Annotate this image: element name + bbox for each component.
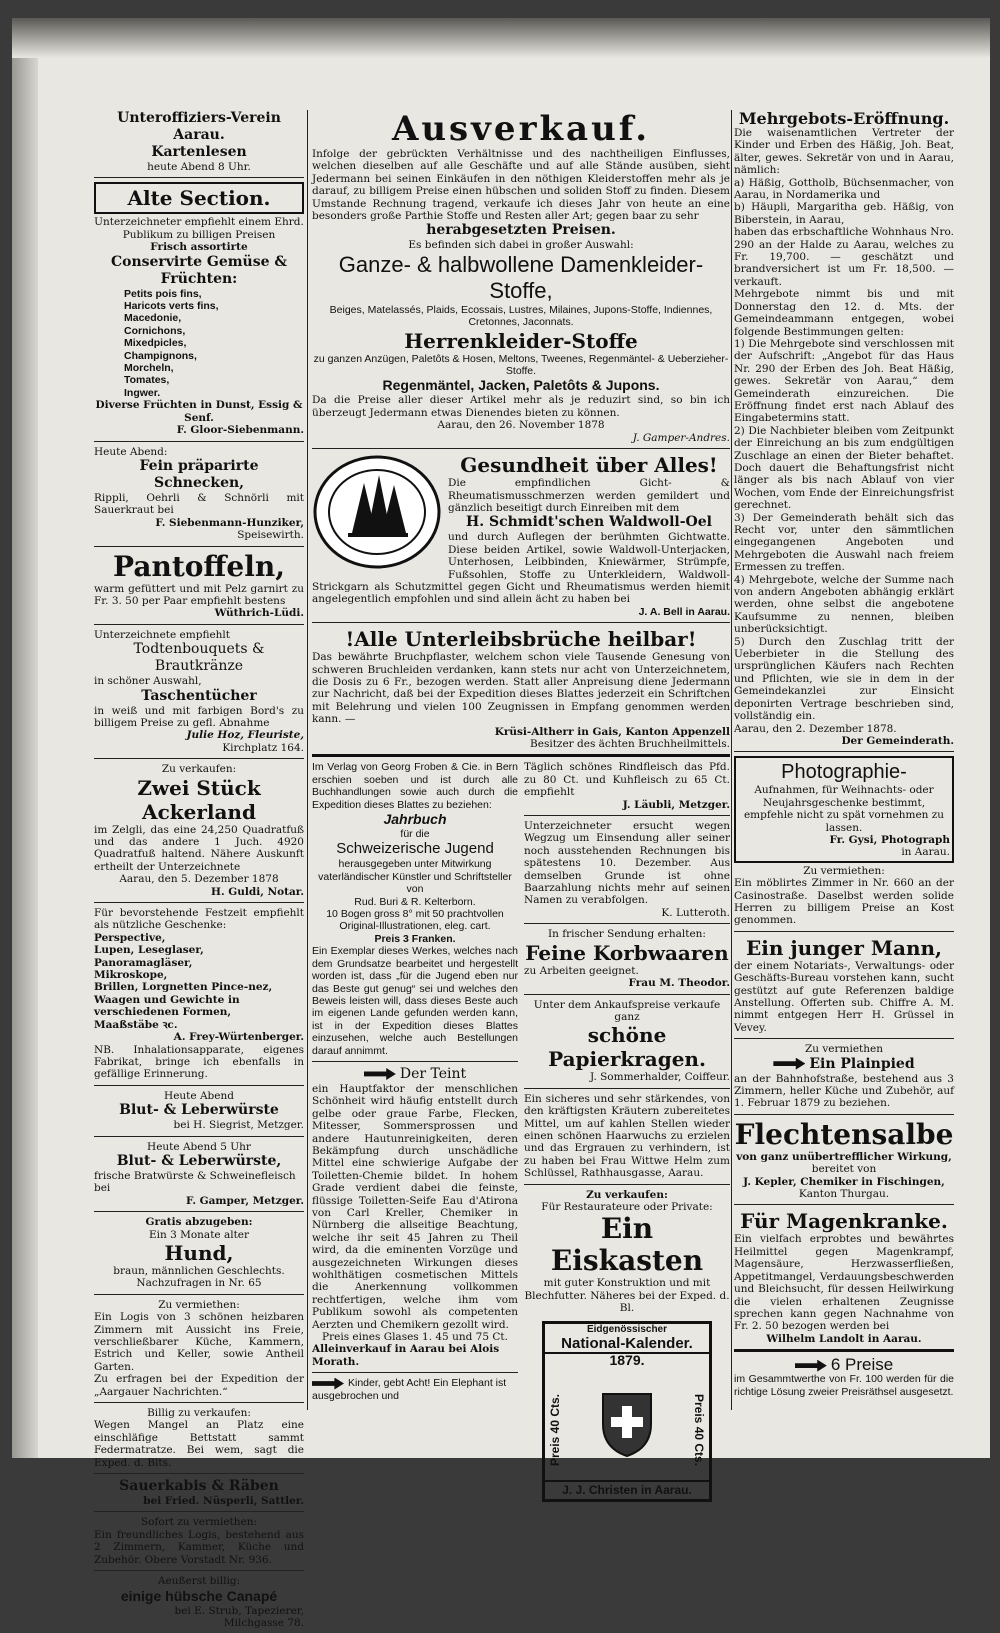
ad-signature: Der Gemeinderath. <box>841 734 954 747</box>
column-middle <box>312 110 730 1508</box>
ad-title: Für Magenkranke. <box>740 1209 948 1234</box>
ad-flechtensalbe <box>734 1119 954 1201</box>
ad-text: Ein freundliches Logis, bestehend aus 2 Zimmern, Kammer, Küche und Zubehör. Obere Vorstadt Nr. 936. <box>94 1528 304 1566</box>
ad-title: schöne Papierkragen. <box>548 1023 706 1072</box>
ad-title: !Alle Unterleibsbrüche heilbar! <box>345 627 697 652</box>
ad-heading: Regenmäntel, Jacken, Paletôts & Jupons. <box>382 377 660 394</box>
ad-title: Ein Eiskasten <box>550 1212 704 1278</box>
ad-title: Der Teint <box>399 1065 467 1082</box>
ad-title: Schweizerische Jugend <box>336 840 494 858</box>
ad-price: Preis 3 Franken. <box>374 932 456 945</box>
ad-text: von <box>406 883 424 896</box>
ad-text: Diverse Früchten in Dunst, Essig & Senf. <box>95 399 303 424</box>
ad-optik <box>94 907 304 1081</box>
ad-text: für die <box>400 828 430 841</box>
ad-intro: Gratis abzugeben: <box>145 1216 253 1229</box>
ad-text: 10 Bogen gross 8° mit 50 prachtvollen Original-Illustrationen, eleg. cart. <box>326 908 504 933</box>
ad-title: Alte Section. <box>94 182 304 214</box>
binding-edge <box>12 18 38 1458</box>
list-item: Waagen und Gewichte in verschiedenen Formen, <box>94 993 240 1019</box>
ad-blutwurst-1 <box>94 1090 304 1132</box>
ad-signature: A. Frey-Würtenberger. <box>173 1031 304 1044</box>
ad-text: Die empfindlichen Gicht- & Rheumatismusschmerzen werden gemildert und gänzlich beseitigt durch Einreiben mit dem <box>448 477 730 514</box>
ad-signature: Krüsi-Altherr in Gais, Kanton Appenzell <box>494 725 730 738</box>
ad-title: National-Kalender. <box>545 1336 709 1354</box>
ad-signature: J. Kepler, Chemiker in Fischingen, <box>743 1175 945 1188</box>
ad-title: Zwei Stück Ackerland <box>137 775 261 824</box>
ad-signature: K. Lutteroth. <box>661 906 730 919</box>
ad-title-row <box>312 1066 518 1083</box>
ad-intro: Billig zu verkaufen: <box>147 1407 251 1420</box>
ad-text: Das bewährte Bruchpflaster, welchem schon viele Tausende Genesung von schweren Bruchleiden verdanken, kann stets nur acht von Unterzeichnetem, die Dosis zu 6 Fr., bezogen werden. Statt aller Anpreisung diene Jedermann zur Nachricht, daß bei der Expedition dieses Blattes jederzeit ein Schriftchen mit Belehrung und vielen 100 Zeugnissen in Empfang genommen werden kann. — <box>312 651 730 726</box>
ad-title: Pantoffeln, <box>113 549 285 583</box>
column-rule-2 <box>731 110 732 1410</box>
list-item: Petits pois fins, <box>124 287 202 300</box>
ad-title: Feine Korbwaaren <box>525 940 729 965</box>
list-item: 3) Der Gemeinderath behält sich das Recht vor, unter den sämmtlichen eingegangenen Angeboten und Mehrgeboten die Auswahl nach freiem Ermessen zu treffen. <box>734 511 954 574</box>
ad-date: Aarau, den 2. Dezember 1878. <box>734 722 897 735</box>
ad-heading: Herrenkleider-Stoffe <box>404 328 638 353</box>
ad-signature: Julie Hoz, Fleuriste, <box>186 729 304 742</box>
ad-text: und durch Auflegen der berühmten Gichtwatte. Diese beiden Artikel, sowie Waldwoll-Unterjacken, Unterhosen, Leibbinden, Kniewärmer, Strümpfe, Fußsohlen, Stoffe zu Unterkleidern, Waldwoll-Strickgarn als Schutzmittel gegen Gicht und Rheumatismus werden hiemit angelegentlich empfohlen und sind allein ächt zu haben bei <box>312 531 730 606</box>
ad-title: Jahrbuch <box>383 811 447 828</box>
list-item: Macedonie, <box>124 312 182 325</box>
ad-intro: Im Verlag von Georg Froben & Cie. in Bern erschien soeben und ist durch alle Buchhandlungen sowie auch durch die Expedition dieses Blattes zu beziehen: <box>312 761 518 811</box>
ad-year: 1879. <box>609 1352 645 1369</box>
ad-signature: Fr. Gysi, Photograph <box>829 833 950 846</box>
ad-pantoffeln <box>94 551 304 620</box>
ad-text-row <box>312 1377 518 1402</box>
ad-sofort <box>94 1516 304 1566</box>
ad-blutwurst-2 <box>94 1141 304 1208</box>
ad-alte-section <box>94 182 304 436</box>
ad-title: Ein junger Mann, <box>745 935 942 960</box>
list-item: Lupen, Leseglaser, <box>94 944 204 957</box>
pointing-hand-icon <box>364 1068 396 1080</box>
ad-intro: Heute Abend: <box>94 445 168 458</box>
ad-bruch <box>312 627 730 750</box>
ad-signature: Wilhelm Landolt in Aarau. <box>766 1332 922 1345</box>
list-item: Ingwer. <box>124 386 161 399</box>
ad-text: Wegen Mangel an Platz eine einschläfige Bettstatt sammt Federmatratze. Bei wem, sagt die Exped. d. Blts. <box>94 1419 304 1469</box>
ad-price: Preis 40 Cts. <box>548 1393 562 1466</box>
ad-title: einige hübsche Canapé <box>120 1587 278 1604</box>
ad-photographie <box>734 756 954 862</box>
ad-korbwaaren <box>524 928 730 989</box>
ad-text: mit guter Konstruktion und mit Blechfutter. Näheres bei der Exped. d. Bl. <box>524 1277 730 1315</box>
ad-text: Ein 3 Monate alter <box>148 1228 250 1241</box>
ad-text: an der Bahnhofstraße, bestehend aus 3 Zimmern, heller Küche und Zubehör, auf 1. Februar 1879 zu beziehen. <box>734 1072 954 1110</box>
sub-column-left <box>312 761 518 1507</box>
ad-preise <box>734 1356 954 1398</box>
ad-title: Hund, <box>164 1240 234 1265</box>
ad-zimmer <box>734 865 954 927</box>
ad-text: braun, männlichen Geschlechts. Nachzufragen in Nr. 65 <box>113 1264 285 1290</box>
ad-intro: Aeußerst billig: <box>157 1575 241 1588</box>
ad-gesundheit <box>312 453 730 618</box>
ad-papierkragen <box>524 999 730 1084</box>
list-item: 2) Die Nachbieter bleiben vom Zeitpunkt der Einreichung an bis zum endgültigen Zuschlage an einen der Bieter behaftet. Doch dauert die Behaftungsfrist nicht länger als bis nach Ablauf von vier Wochen, vom Ende der Einreichungsfrist gerechnet. <box>734 424 954 512</box>
ad-eiskasten <box>524 1189 730 1315</box>
list-item: Morcheln, <box>124 362 174 375</box>
ad-intro: Zu vermiethen: <box>803 864 885 877</box>
pointing-hand-icon <box>312 1378 344 1390</box>
ad-intro: Unter dem Ankaufspreise verkaufe ganz <box>533 998 721 1023</box>
ad-text: Da die Preise aller dieser Artikel mehr als je reduzirt sind, so bin ich überzeugt Jedermann etwas Dienendes bieten zu können. <box>312 394 730 419</box>
ad-title: Gesundheit über Alles! <box>460 453 718 478</box>
ad-elephant <box>312 1377 518 1402</box>
ad-ausverkauf <box>312 110 730 444</box>
ad-subtitle: Kartenlesen <box>151 144 247 160</box>
ad-text: zu Arbeiten geeignet. <box>524 964 639 977</box>
ad-signature: J. J. Christen in Aarau. <box>545 1480 709 1498</box>
ad-signature: F. Gloor-Siebenmann. <box>176 424 304 437</box>
ad-text: von ganz unübertrefflicher Wirkung, <box>736 1150 952 1163</box>
ad-signature: in Aarau. <box>901 846 950 859</box>
ad-text: Aufnahmen, für Weihnachts- oder Neujahrsgeschenke bestimmt, empfehle nicht zu spät vornehmen zu lassen. <box>743 784 945 834</box>
column-rule-1 <box>307 110 308 1410</box>
ad-signature: H. Guldi, Notar. <box>211 885 304 898</box>
ad-price: Preis 40 Cts. <box>692 1393 706 1466</box>
list-item: 1) Die Mehrgebote sind verschlossen mit der Aufschrift: „Angebot für das Haus Nr. 290 der Erben des Joh. Beat Häßig, gewes. Sekretär von Aarau,“ dem Gemeinderath einzureichen. Die Eröffnung findet erst nach Ablauf des Eingabetermins statt. <box>734 337 954 425</box>
ad-mehrgebot <box>734 110 954 747</box>
ad-text: Ein sicheres und sehr stärkendes, von den kräftigsten Kräutern zubereitetes Mittel, um auf kahlen Stellen wieder einen schönen Haarwuchs zu erzielen und das Ergrauen zu verhindern, ist zu haben bei Frau Wittwe Helm zum Schlüssel, Rathhausgasse, Aarau. <box>524 1092 730 1180</box>
ad-intro: Zu vermiethen <box>804 1043 884 1056</box>
ad-title: Blut- & Leberwürste, <box>116 1152 282 1169</box>
list-item: 5) Durch den Zuschlag tritt der Ueberbieter in die Stellung des ursprünglichen Käufers nach Rechten und Pflichten, wie sie in dem in der Gemeindekanzlei zur Einsicht deponirten Vertrage beschrieben sind, vollständig ein. <box>734 635 954 723</box>
ad-date: Aarau, den 26. November 1878 <box>437 419 605 432</box>
ad-signature: J. Sommerhalder, Coiffeur. <box>590 1071 730 1084</box>
ad-text: Unterzeichneter ersucht wegen Wegzug um Einsendung aller seiner noch ausstehenden Rechnungen bis spätestens 10. Dezember. Aus demselben Grunde ist ohne Baarzahlung nichts mehr auf seinen Namen zu verabfolgen. <box>524 820 730 907</box>
ad-text: Ein Exemplar dieses Werkes, welches nach dem Grundsatze bearbeitet und hergestellt worden ist, dass „für die Jugend eben nur das Beste gut genug“ sei und welches den Beweis leisten will, dass dieses Beste auch im eigenen Lande gefunden werden kann, ist in der Expedition dieses Blattes einzusehen, welche auch Bestellungen darauf annimmt. <box>312 945 518 1057</box>
waldwolle-emblem-icon <box>312 453 442 571</box>
ad-price: Preis eines Glases 1. 45 und 75 Ct. <box>322 1331 508 1344</box>
ad-signature: Alleinverkauf in Aarau bei Alois Morath. <box>312 1343 500 1368</box>
ad-text: ein Hauptfaktor der menschlichen Schönheit wird häufig entstellt durch gelbe oder graue Farbe, Flecken, Mitesser, Sommersprossen und andere Hautunreinigkeiten, deren Bekämpfung durch unschädliche Mittel eine schwierige Aufgabe der Toiletten-Chemie bildet. In hohem Grade verdient dabei die feinste, flüssige Toiletten-Seife Eau d'Atirona von Carl Kreller, Chemiker in Nürnberg die allseitige Beachtung, welche ihr seit 45 Jahren zu Theil wird, da die eminenten Vorzüge und ausgezeichneten Wirkungen dieses wohlthätigen cosmetischen Mittels die Anerkennung vollkommen rechtfertigen, welche ihm vom Publikum sowohl als competenten Aerzten und Chemikern gezollt wird. <box>312 1082 518 1331</box>
ad-text: Zu erfragen bei der Expedition der „Aargauer Nachrichten.“ <box>94 1373 304 1398</box>
ad-ackerland <box>94 763 304 898</box>
sub-columns <box>312 761 730 1507</box>
ad-title: Unteroffiziers-Verein Aarau. <box>117 110 281 143</box>
swiss-shield-icon <box>599 1390 655 1460</box>
list-item: Maaßstäbe ꝛc. <box>94 1018 178 1031</box>
ad-intro: Eidgenössischer <box>586 1323 668 1335</box>
ad-intro: Unterzeichnete empfiehlt <box>94 628 231 641</box>
pointing-hand-icon <box>773 1058 805 1070</box>
column-left <box>94 110 304 1633</box>
ad-intro: Für bevorstehende Festzeit empfiehlt als nützliche Geschenke: <box>94 907 304 932</box>
ad-signature: Speisewirth. <box>237 529 304 542</box>
ad-teint <box>312 1066 518 1368</box>
ad-text: Frisch assortirte <box>150 241 248 254</box>
ad-signature: bei H. Siegrist, Metzger. <box>173 1119 304 1132</box>
ad-intro: In frischer Sendung erhalten: <box>548 928 706 941</box>
ad-canape <box>94 1575 304 1629</box>
top-shadow <box>12 18 990 58</box>
ad-text: der einem Notariats-, Verwaltungs- oder Geschäfts-Bureau vorstehen kann, sucht gestützt auf gute Referenzen baldige Anstellung. Offerten sub. Chiffre A. M. nimmt entgegen Herr H. Grüssel in Vevey. <box>734 959 954 1034</box>
ad-signature: Kanton Thurgau. <box>798 1188 890 1201</box>
ad-signature: J. Läubli, Metzger. <box>622 798 730 811</box>
ad-intro: Zu vermiethen: <box>158 1298 240 1311</box>
ad-text: in weiß und mit farbigen Bord's zu billigem Preise zu gefl. Abnahme <box>94 704 304 729</box>
ad-text: bereitet von <box>811 1163 877 1176</box>
ad-address: Milchgasse 78. <box>223 1616 304 1629</box>
ad-jahrbuch <box>312 761 518 1057</box>
ad-intro: Heute Abend 5 Uhr <box>147 1140 251 1153</box>
ad-title: Taschentücher <box>141 687 257 704</box>
list-item: Panoramagläser, <box>94 956 193 969</box>
ad-intro: Sofort zu vermiethen: <box>140 1516 258 1529</box>
ad-text: Täglich schönes Rindfleisch das Pfd. zu 80 Ct. und Kuhfleisch zu 65 Ct. empfiehlt <box>524 761 730 799</box>
ad-title: Blut- & Leberwürste <box>119 1102 279 1119</box>
ad-text: zu ganzen Anzügen, Paletôts & Hosen, Meltons, Tweenes, Regenmäntel- & Ueberzieher-Stoffe. <box>313 352 729 378</box>
ad-title: Mehrgebots-Eröffnung. <box>738 109 950 128</box>
ad-signature: Frau M. Theodor. <box>628 977 730 990</box>
ad-text: im Zelgli, das eine 24,250 Quadratfuß und das andere 1 Juch. 4920 Quadratfuß haltend. Nähere Auskunft ertheilt der Unterzeichnete <box>94 823 304 873</box>
ad-title: Photographie- <box>781 761 907 784</box>
ad-intro: Zu verkaufen: <box>161 763 237 776</box>
ad-signature: bei E. Strub, Tapezierer, <box>174 1604 304 1617</box>
ad-text: a) Häßig, Gottholb, Büchsenmacher, von Aarau, in Nordamerika und <box>734 176 954 202</box>
list-item: Haricots verts fins, <box>124 300 219 313</box>
ad-text: Rud. Buri & R. Kelterborn. <box>354 895 476 908</box>
list-item: Tomates, <box>124 374 170 387</box>
ad-signature: bei Fried. Nüsperli, Sattler. <box>143 1495 304 1508</box>
ad-signature: F. Siebenmann-Hunziker, <box>155 516 304 529</box>
ad-text: frische Bratwürste & Schweinefleisch bei <box>94 1169 296 1195</box>
ad-signature: Besitzer des ächten Bruchheilmittels. <box>530 738 730 750</box>
ad-haarwuchs <box>524 1093 730 1180</box>
ad-schnecken <box>94 446 304 542</box>
list-item: Champignons, <box>124 349 197 362</box>
ad-title: Fein präparirte Schnecken, <box>139 457 259 491</box>
ad-text: Ein vielfach erprobtes und bewährtes Heilmittel gegen Magenkrampf, Magensäure, Herzwasserfließen, Appetitmangel, Verdauungsbeschwerden und Bleichsucht, für dessen Heilwirkung die vielen erhaltenen Zeugnisse sprechen kann gegen Nachnahme von Fr. 2. 50 bezogen werden bei <box>734 1233 954 1333</box>
ad-heading: Conservirte Gemüse & Früchten: <box>110 253 288 287</box>
ad-title: Flechtensalbe <box>734 1117 954 1151</box>
ad-text: Mehrgebote nimmt bis und mit Donnerstag den 12. d. Mts. der Gemeindeammann entgegen, wobei folgende Bestimmungen gelten: <box>734 288 954 338</box>
item-list <box>94 932 304 1031</box>
ad-title: Ein Plainpied <box>809 1055 915 1072</box>
ad-text: Unterzeichneter empfiehlt einem Ehrd. Publikum zu billigen Preisen <box>94 216 304 241</box>
ad-date: Aarau, den 5. Dezember 1878 <box>119 873 279 886</box>
ad-address: Kirchplatz 164. <box>222 741 304 754</box>
ad-junger-mann <box>734 936 954 1034</box>
ad-national-kalender <box>542 1321 712 1502</box>
ad-text: Infolge der gebrückten Verhältnisse und des nachtheiligen Einflusses, welchen dieselben auf alle Geschäfte und auf alle Stände ausüben, sieht Jedermann bei seinen Einkäufen in den nöthigen Kleiderstoffen mehr als je darauf, zu billigem Preise einen hübschen und soliden Stoff zu finden. Diesem Umstande Rechnung tragend, verkaufe ich dieses Jahr von heute an eine besonders große Parthie Stoffe und Resten aller Art; gegen baar zu sehr <box>312 148 730 223</box>
pointing-hand-icon <box>795 1360 827 1372</box>
ad-title: Sauerkabis & Räben <box>119 1478 279 1495</box>
ad-text: Kinder, gebt Acht! Ein Elephant ist ausgebrochen und <box>312 1377 507 1402</box>
ad-text: herausgegeben unter Mitwirkung vaterländischer Künstler und Schriftsteller <box>318 858 512 883</box>
ad-title: 6 Preise <box>830 1355 894 1375</box>
ad-text: Beiges, Matelassés, Plaids, Ecossais, Lustres, Milaines, Jupons-Stoffe, Indiennes, Cretonnes, Jaconnats. <box>329 303 713 329</box>
list-item: Cornichons, <box>124 324 186 337</box>
ad-text: im Gesammtwerthe von Fr. 100 werden für die richtige Lösung zweier Preisräthsel ausgesetzt. <box>734 1373 954 1398</box>
list-item: Brillen, Lorgnetten Pince-nez, <box>94 981 273 994</box>
ad-text: b) Häupli, Margaritha geb. Häßig, von Biberstein, in Aarau, <box>734 201 954 226</box>
ad-sauerkabis <box>94 1478 304 1507</box>
sub-column-right <box>524 761 730 1507</box>
ad-text: Rippli, Oehrli & Schnörli mit Sauerkraut bei <box>94 491 304 517</box>
list-item: Mixedpicles, <box>124 337 187 350</box>
ad-logis <box>94 1299 304 1398</box>
ad-title: Ausverkauf. <box>391 109 651 149</box>
ad-hund <box>94 1216 304 1290</box>
ad-title-row <box>734 1356 954 1373</box>
item-list <box>94 288 304 400</box>
ad-text: Es befinden sich dabei in großer Auswahl: <box>408 239 634 252</box>
ad-intro: Zu verkaufen: <box>586 1188 668 1201</box>
ad-magenkranke <box>734 1209 954 1345</box>
ad-unteroffiziers <box>94 110 304 173</box>
ad-heading: H. Schmidt'schen Waldwoll-Oel <box>466 514 712 531</box>
ad-signature: F. Gamper, Metzger. <box>185 1194 304 1207</box>
column-right <box>734 110 954 1402</box>
ad-title: Todtenbouquets & Brautkränze <box>133 641 265 675</box>
ad-heading: Ganze- & halbwollene Damenkleider-Stoffe, <box>338 251 704 303</box>
ad-rechnungen <box>524 820 730 919</box>
ad-text: haben das erbschaftliche Wohnhaus Nro. 290 an der Halde zu Aarau, welches zu Fr. 19,700. — geschätzt und brandversichert ist um Fr. 18,500. — verkauft. <box>734 226 954 288</box>
ad-intro: Heute Abend <box>164 1089 234 1102</box>
ad-text: Die waisenamtlichen Vertreter der Kinder und Erben des Häßig, Joh. Beat, älter, gewes. Sekretär von und in Aarau, nämlich: <box>734 127 954 177</box>
ad-plainpied <box>734 1043 954 1110</box>
ad-text: Ein Logis von 3 schönen heizbaren Zimmern mit Aussicht ins Freie, verschließbarer Küche, Kammern, Estrich und Keller, sowie Antheil Garten. <box>94 1311 304 1373</box>
list-item: 4) Mehrgebote, welche der Summe nach von andern Angeboten abhängig erklärt werden, ohne selbst die angebotene Kaufsumme zu nennen, bleiben unberücksichtigt. <box>734 573 954 636</box>
ad-signature: J. A. Bell in Aarau. <box>638 605 730 618</box>
list-item: Mikroskope, <box>94 969 168 982</box>
ad-text: in schöner Auswahl, <box>94 675 202 688</box>
ad-text: warm gefüttert und mit Pelz garnirt zu Fr. 3. 50 per Paar empfiehlt bestens <box>94 582 304 607</box>
ad-signature: Wüthrich-Lüdi. <box>214 607 304 620</box>
ad-signature: J. Gamper-Andres. <box>632 431 730 444</box>
ad-text: NB. Inhalationsapparate, eigenes Fabrikat, bringe ich ebenfalls in gefällige Erinnerung. <box>94 1043 304 1081</box>
ad-bettstatt <box>94 1407 304 1469</box>
list-item: Perspective, <box>94 931 166 944</box>
ad-title-row <box>734 1056 954 1073</box>
newspaper-page <box>12 18 990 1629</box>
ad-text: heute Abend 8 Uhr. <box>147 161 251 173</box>
ad-text: Für Restaurateure oder Private: <box>541 1200 713 1213</box>
ad-heading: herabgesetzten Preisen. <box>426 222 616 239</box>
ad-text: Ein möblirtes Zimmer in Nr. 660 an der Casinostraße. Daselbst werden solide Herren zu billigem Preise an Kost genommen. <box>734 877 954 927</box>
ad-todtenbouquets <box>94 629 304 754</box>
ad-rindfleisch <box>524 761 730 811</box>
